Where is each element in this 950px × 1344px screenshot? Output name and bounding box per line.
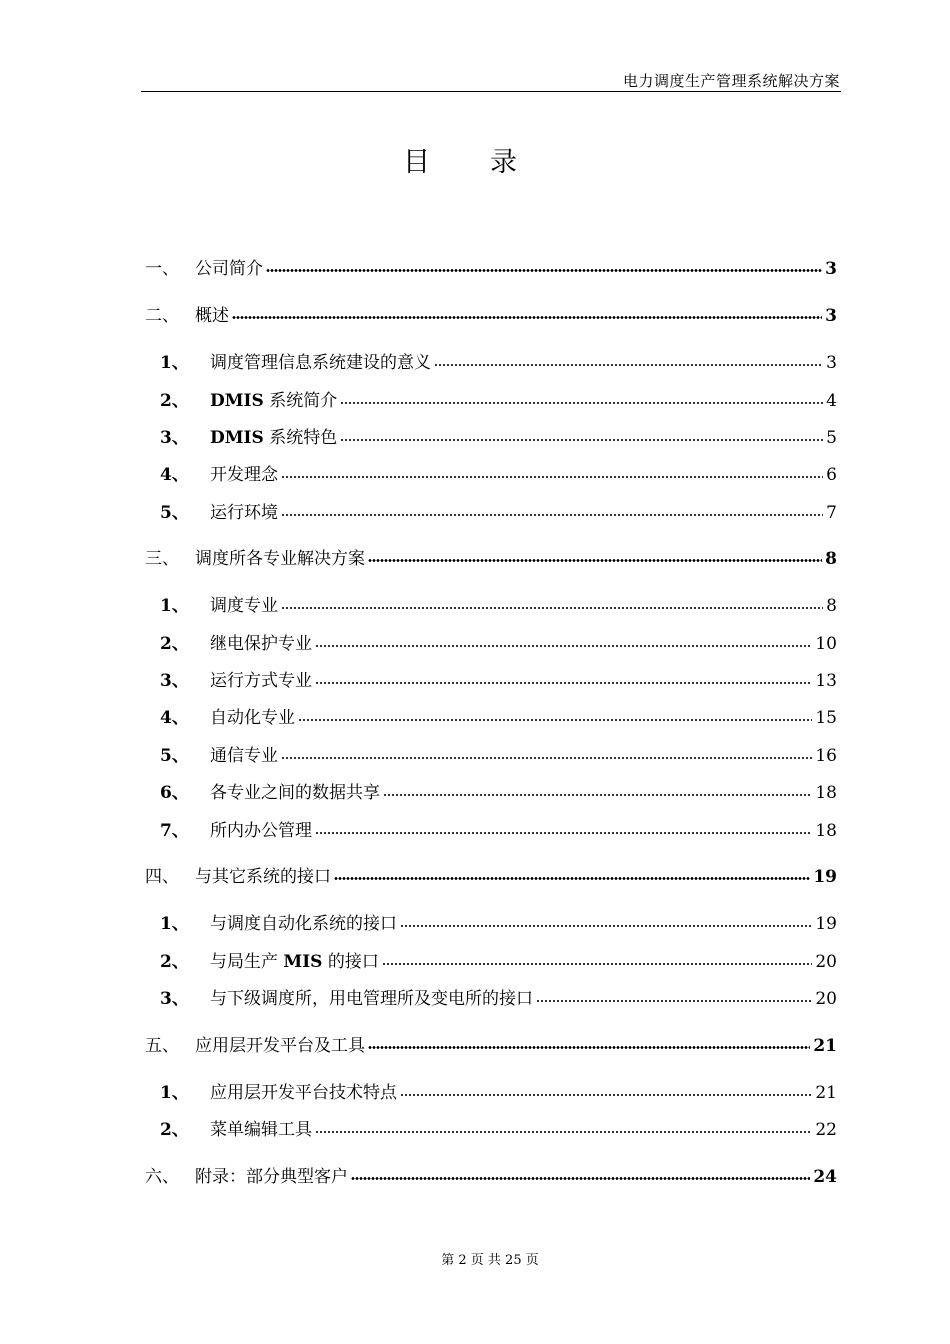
toc-entry-title: 自动化专业 — [210, 708, 295, 728]
toc-section-entry[interactable] — [145, 1162, 837, 1186]
toc-page-number: 8 — [825, 549, 837, 569]
toc-entry-title: 继电保护专业 — [210, 634, 312, 654]
toc-entry-title: 概述 — [195, 306, 229, 326]
toc-page-number: 6 — [826, 465, 837, 485]
toc-entry-text — [195, 862, 331, 887]
toc-entry-text — [210, 778, 380, 803]
toc-subsection-entry[interactable] — [145, 778, 837, 802]
toc-page-number: 24 — [813, 1167, 837, 1187]
toc-subsection-entry[interactable] — [145, 666, 837, 690]
toc-entry-text-prefix: 与局生产 — [210, 952, 284, 972]
dot-leader — [315, 832, 812, 834]
toc-subsection-entry[interactable] — [145, 629, 837, 653]
toc-entry-text — [210, 741, 278, 766]
toc-entry-title: 与调度自动化系统的接口 — [210, 914, 397, 934]
toc-entry-number: 四、 — [145, 867, 179, 887]
dot-leader — [340, 439, 823, 441]
dot-leader — [351, 1177, 810, 1180]
toc-entry-number: 1、 — [160, 914, 189, 934]
toc-entry-number: 五、 — [145, 1036, 179, 1056]
toc-entry-text — [210, 816, 312, 841]
toc-page-number: 10 — [815, 634, 837, 654]
dot-leader — [383, 794, 812, 796]
toc-entry-title: 运行环境 — [210, 503, 278, 523]
toc-entry-number: 2、 — [160, 634, 189, 654]
dot-leader — [368, 559, 822, 562]
dot-leader — [368, 1046, 810, 1049]
toc-entry-title: 的接口 — [322, 952, 379, 972]
toc-entry-number: 三、 — [145, 549, 179, 569]
dot-leader — [315, 645, 812, 647]
toc-entry-number: 六、 — [145, 1167, 179, 1187]
toc-entry-title: 调度所各专业解决方案 — [195, 549, 365, 569]
toc-section-entry[interactable] — [145, 1031, 837, 1055]
toc-entry-title: 应用层开发平台及工具 — [195, 1036, 365, 1056]
toc-entry-title: 系统特色 — [263, 428, 338, 448]
toc-entry-title: 调度管理信息系统建设的意义 — [210, 353, 431, 373]
toc-section-entry[interactable] — [145, 862, 837, 886]
toc-subsection-entry[interactable] — [145, 348, 837, 372]
toc-page-number: 18 — [815, 783, 837, 803]
toc-entry-text — [210, 386, 337, 411]
toc-page-number: 19 — [813, 867, 837, 887]
toc-subsection-entry[interactable] — [145, 498, 837, 522]
page-footer: 第 2 页 共 25 页 — [441, 1253, 539, 1268]
dot-leader — [281, 476, 823, 478]
dot-leader — [334, 877, 810, 880]
toc-entry-text — [195, 1162, 348, 1187]
toc-entry-title: 各专业之间的数据共享 — [210, 783, 380, 803]
toc-subsection-entry[interactable] — [145, 423, 837, 447]
toc-page-number: 20 — [815, 989, 837, 1009]
dot-leader — [315, 1131, 812, 1133]
toc-page-number: 22 — [815, 1120, 837, 1140]
toc-entry-number: 1、 — [160, 596, 189, 616]
toc-page-number: 5 — [826, 428, 837, 448]
dot-leader — [434, 364, 823, 366]
toc-entry-text — [195, 1031, 365, 1056]
toc-entry-number: 7、 — [160, 821, 189, 841]
toc-entry-text — [210, 947, 379, 972]
toc-entry-text — [195, 301, 229, 326]
toc-page-number: 7 — [826, 503, 837, 523]
toc-entry-text — [195, 544, 365, 569]
toc-page-number: 8 — [826, 596, 837, 616]
toc-entry-number: 一、 — [145, 259, 179, 279]
header-rule — [141, 91, 841, 92]
toc-entry-text — [210, 498, 278, 523]
dot-leader — [232, 316, 822, 319]
toc-entry-title: 调度专业 — [210, 596, 278, 616]
toc-entry-text — [210, 348, 431, 373]
toc-entry-text — [210, 909, 397, 934]
toc-entry-text — [210, 591, 278, 616]
toc-subsection-entry[interactable] — [145, 816, 837, 840]
toc-entry-number: 二、 — [145, 306, 179, 326]
dot-leader — [340, 402, 823, 404]
toc-entry-number: 3、 — [160, 989, 189, 1009]
toc-entry-number: 6、 — [160, 783, 189, 803]
toc-entry-title: 与下级调度所，用电管理所及变电所的接口 — [210, 989, 533, 1009]
toc-subsection-entry[interactable] — [145, 984, 837, 1008]
toc-subsection-entry[interactable] — [145, 460, 837, 484]
toc-entry-title: 应用层开发平台技术特点 — [210, 1083, 397, 1103]
toc-entry-bold-term: MIS — [283, 952, 323, 972]
toc-entry-number: 2、 — [160, 1120, 189, 1140]
toc-page-number: 3 — [826, 353, 837, 373]
toc-subsection-entry[interactable] — [145, 1115, 837, 1139]
toc-entry-title: 开发理念 — [210, 465, 278, 485]
toc-entry-number: 3、 — [160, 428, 189, 448]
dot-leader — [400, 925, 812, 927]
toc-subsection-entry[interactable] — [145, 741, 837, 765]
dot-leader — [315, 682, 812, 684]
dot-leader — [382, 963, 813, 965]
toc-page-number: 19 — [815, 914, 837, 934]
toc-subsection-entry[interactable] — [145, 386, 837, 410]
toc-entry-number: 4、 — [160, 465, 189, 485]
toc-entry-title: 通信专业 — [210, 746, 278, 766]
toc-entry-text — [210, 1078, 397, 1103]
toc-entry-bold-term: DMIS — [210, 391, 264, 411]
toc-page-number: 20 — [815, 952, 837, 972]
toc-subsection-entry[interactable] — [145, 703, 837, 727]
dot-leader — [281, 607, 823, 609]
toc-entry-number: 1、 — [160, 353, 189, 373]
toc-page-number: 4 — [826, 391, 837, 411]
toc-entry-text — [195, 254, 263, 279]
dot-leader — [536, 1000, 812, 1002]
running-header: 电力调度生产管理系统解决方案 — [622, 72, 840, 90]
dot-leader — [281, 514, 823, 516]
toc-entry-title: 与其它系统的接口 — [195, 867, 331, 887]
toc-page-number: 21 — [813, 1036, 837, 1056]
toc-entry-text — [210, 666, 312, 691]
dot-leader — [281, 757, 812, 759]
toc-entry-text — [210, 703, 295, 728]
toc-entry-number: 3、 — [160, 671, 189, 691]
toc-entry-text — [210, 423, 337, 448]
toc-entry-title: 所内办公管理 — [210, 821, 312, 841]
toc-entry-number: 2、 — [160, 952, 189, 972]
toc-entry-text — [210, 1115, 312, 1140]
dot-leader — [400, 1094, 812, 1096]
toc-entry-title: 公司简介 — [195, 259, 263, 279]
toc-entry-number: 4、 — [160, 708, 189, 728]
toc-entry-bold-term: DMIS — [210, 428, 264, 448]
toc-page-number: 3 — [825, 259, 837, 279]
toc-page-number: 15 — [815, 708, 837, 728]
toc-page-number: 21 — [815, 1083, 837, 1103]
toc-subsection-entry[interactable] — [145, 947, 837, 971]
toc-entry-title: 运行方式专业 — [210, 671, 312, 691]
toc-page-number: 3 — [825, 306, 837, 326]
toc-subsection-entry[interactable] — [145, 591, 837, 615]
toc-entry-number: 2、 — [160, 391, 189, 411]
toc-entry-text — [210, 984, 533, 1009]
toc-entry-title: 附录：部分典型客户 — [195, 1167, 348, 1187]
toc-section-entry[interactable] — [145, 254, 837, 278]
toc-entry-number: 5、 — [160, 746, 189, 766]
toc-subsection-entry[interactable] — [145, 909, 837, 933]
toc-page-number: 16 — [815, 746, 837, 766]
toc-entry-text — [210, 460, 278, 485]
toc-entry-number: 1、 — [160, 1083, 189, 1103]
toc-title: 目录 — [403, 147, 577, 178]
toc-page-number: 13 — [815, 671, 837, 691]
toc-entry-title: 系统简介 — [263, 391, 338, 411]
toc-subsection-entry[interactable] — [145, 1078, 837, 1102]
toc-entry-title: 菜单编辑工具 — [210, 1120, 312, 1140]
toc-entry-text — [210, 629, 312, 654]
toc-section-entry[interactable] — [145, 301, 837, 325]
toc-entry-number: 5、 — [160, 503, 189, 523]
toc-page-number: 18 — [815, 821, 837, 841]
dot-leader — [266, 269, 822, 272]
dot-leader — [298, 719, 812, 721]
toc-section-entry[interactable] — [145, 544, 837, 568]
